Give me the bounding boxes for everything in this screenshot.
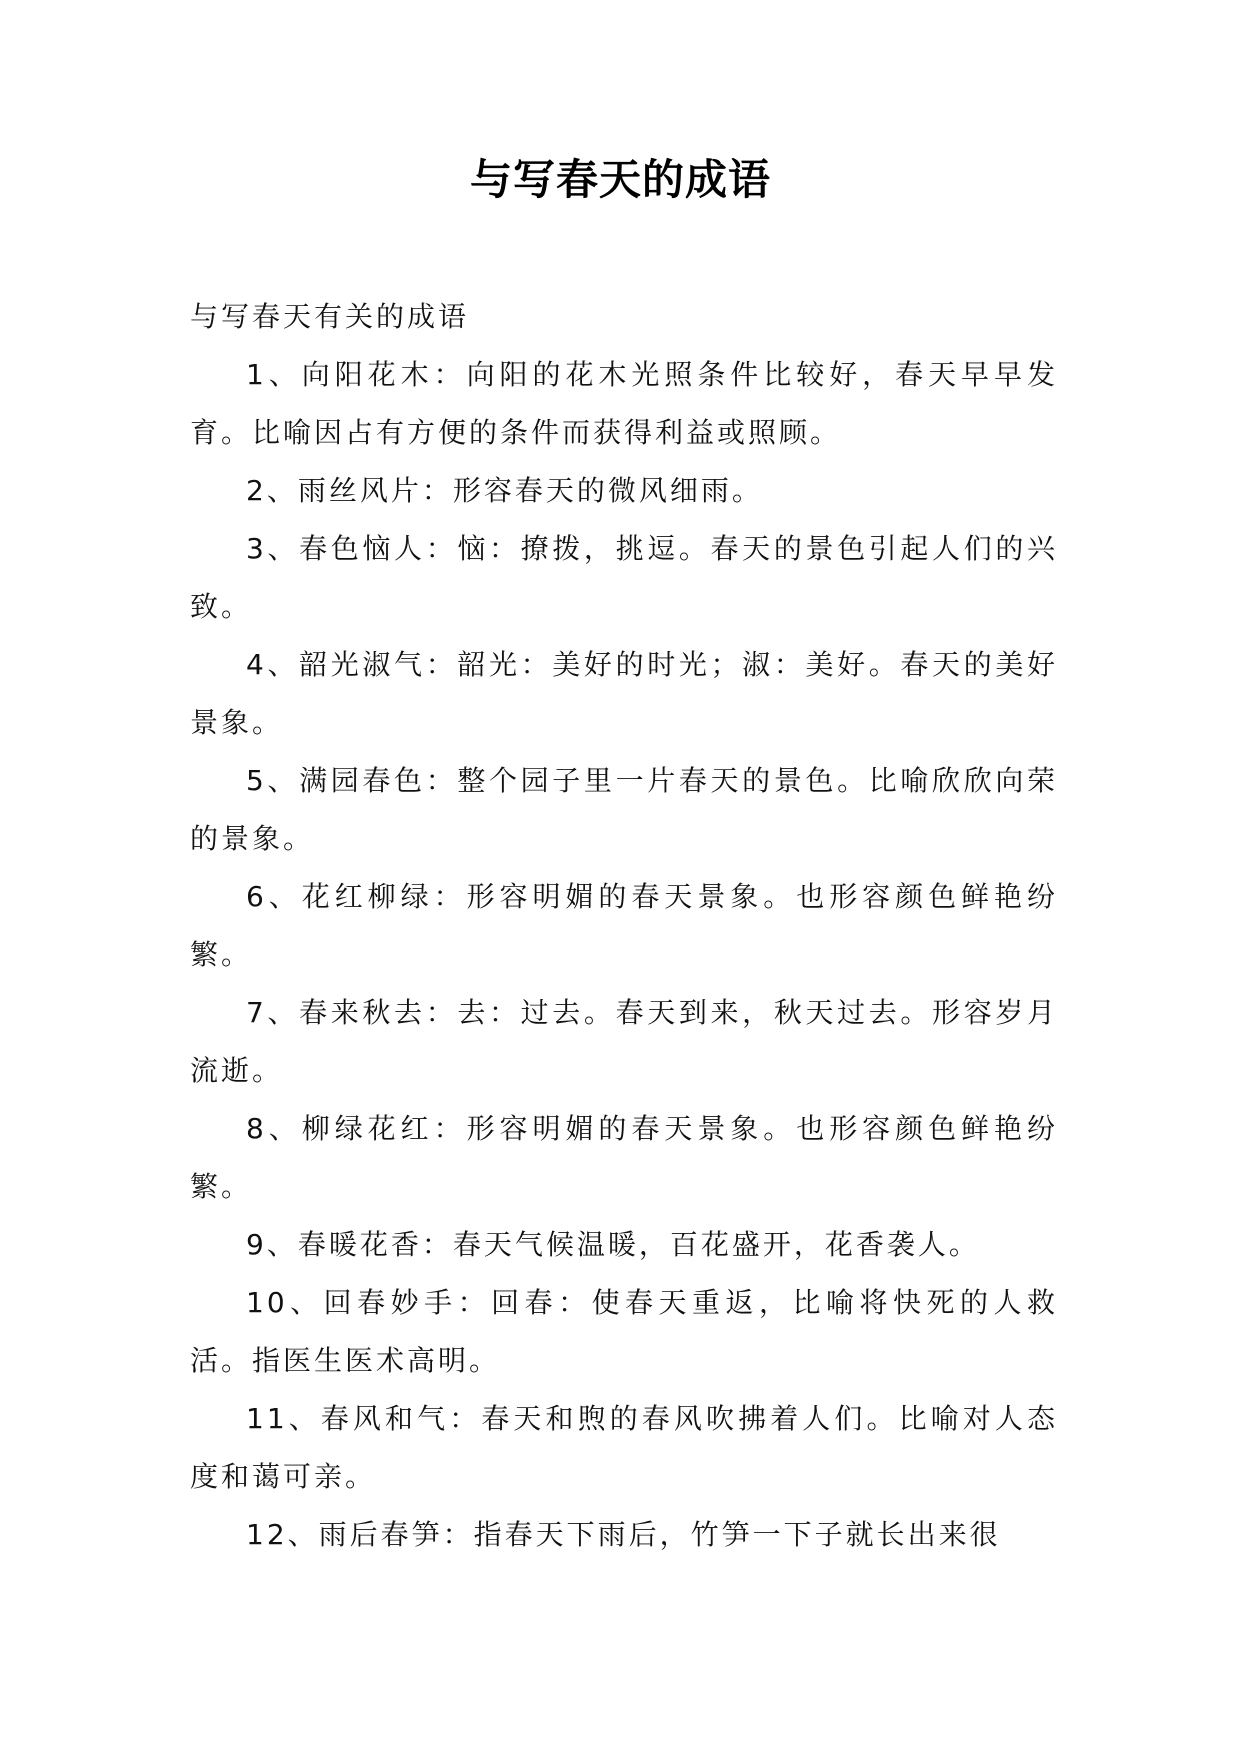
- idiom-item: 10、回春妙手：回春：使春天重返，比喻将快死的人救活。指医生医术高明。: [190, 1286, 1058, 1377]
- idiom-item: 3、春色恼人：恼：撩拨，挑逗。春天的景色引起人们的兴致。: [190, 532, 1058, 623]
- idiom-item: 7、春来秋去：去：过去。春天到来，秋天过去。形容岁月流逝。: [190, 996, 1058, 1087]
- idiom-item: 8、柳绿花红：形容明媚的春天景象。也形容颜色鲜艳纷繁。: [190, 1112, 1058, 1203]
- idiom-item: 11、春风和气：春天和煦的春风吹拂着人们。比喻对人态度和蔼可亲。: [190, 1402, 1058, 1493]
- idiom-item: 4、韶光淑气：韶光：美好的时光；淑：美好。春天的美好景象。: [190, 648, 1058, 739]
- idiom-item: 9、春暖花香：春天气候温暖，百花盛开，花香袭人。: [246, 1228, 980, 1261]
- document-title: 与写春天的成语: [469, 155, 771, 204]
- document-subheading: 与写春天有关的成语: [190, 300, 470, 333]
- idiom-item: 6、花红柳绿：形容明媚的春天景象。也形容颜色鲜艳纷繁。: [190, 880, 1058, 971]
- idiom-item: 12、雨后春笋：指春天下雨后，竹笋一下子就长出来很: [246, 1518, 1001, 1551]
- idiom-item: 5、满园春色：整个园子里一片春天的景色。比喻欣欣向荣的景象。: [190, 764, 1058, 855]
- idiom-item: 2、雨丝风片：形容春天的微风细雨。: [246, 474, 763, 507]
- idiom-item: 1、向阳花木：向阳的花木光照条件比较好，春天早早发育。比喻因占有方便的条件而获得利益或照顾。: [190, 358, 1058, 449]
- document-body: [190, 288, 1058, 1564]
